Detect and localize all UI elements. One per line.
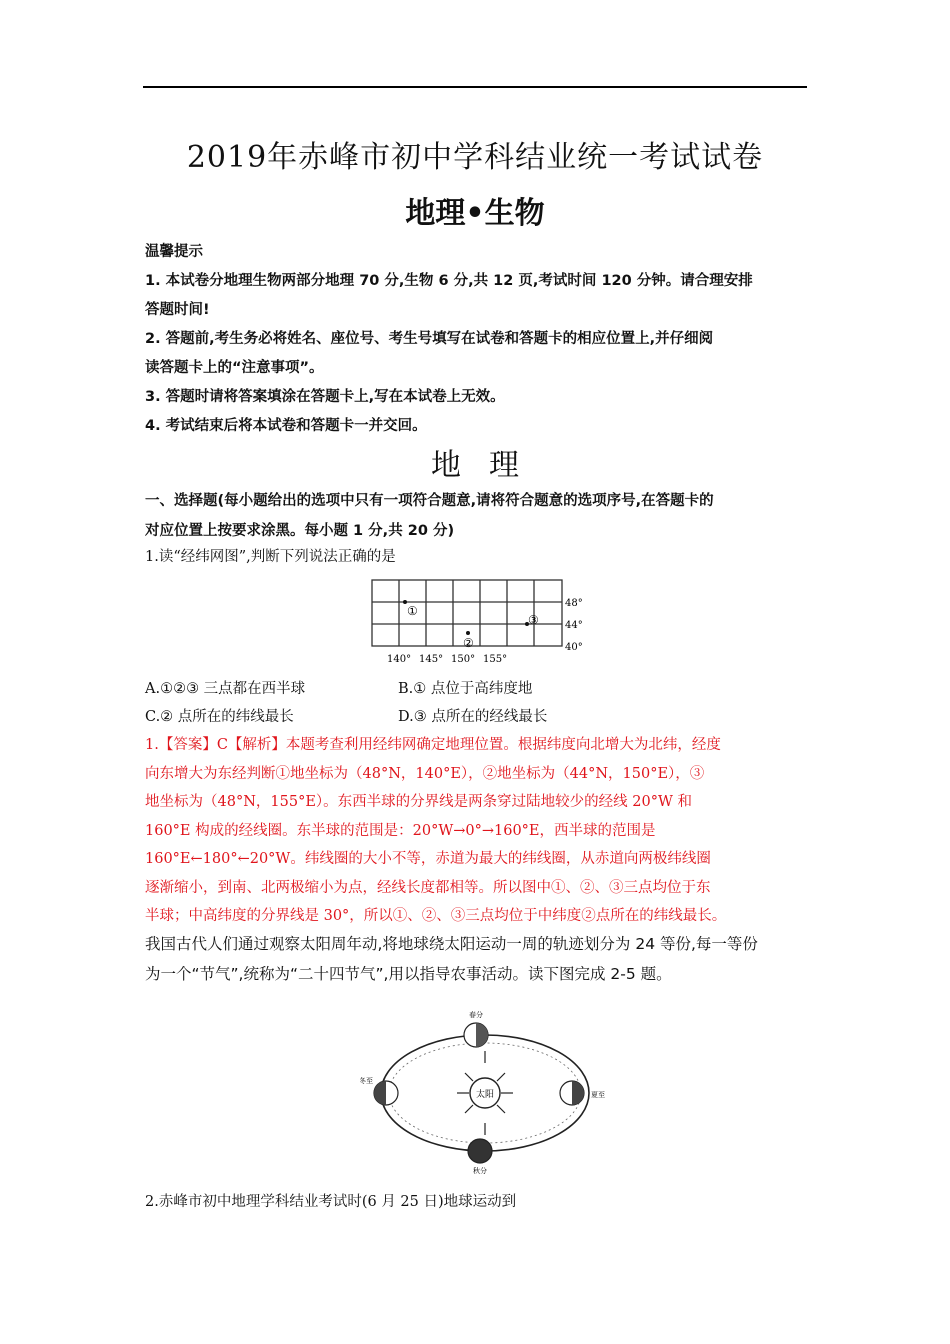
option-d: D.③ 点所在的经线最长 (398, 709, 548, 725)
lat-lon-grid-svg (355, 575, 595, 670)
lat-label: 40° (565, 642, 583, 653)
lon-label: 145° (419, 654, 444, 665)
intro-line: 为一个“节气”,统称为“二十四节气”,用以指导农事活动。读下图完成 2-5 题。 (145, 965, 672, 983)
option-b: B.① 点位于高纬度地 (398, 681, 533, 697)
orbit-label: 春分 (469, 1011, 483, 1019)
question2-stem: 2.赤峰市初中地理学科结业考试时(6 月 25 日)地球运动到 (145, 1194, 517, 1210)
tips-line: 1. 本试卷分地理生物两部分地理 70 分,生物 6 分,共 12 页,考试时间 120 分钟。请合理安排 (145, 273, 753, 289)
tips-line: 4. 考试结束后将本试卷和答题卡一并交回。 (145, 418, 427, 434)
point-3-label: ③ (528, 613, 539, 627)
answer-line: 1.【答案】C【解析】本题考查利用经纬网确定地理位置。根据纬度向北增大为北纬，经度 (145, 737, 721, 753)
earth-winter (374, 1081, 398, 1105)
point-1-label: ① (407, 604, 418, 618)
intro-line: 我国古代人们通过观察太阳周年动,将地球绕太阳运动一周的轨迹划分为 24 等份,每一等份 (145, 935, 758, 953)
lat-label: 44° (565, 620, 583, 631)
earth-summer (560, 1081, 584, 1105)
lat-label: 48° (565, 598, 583, 609)
answer-line: 半球；中高纬度的分界线是 30°，所以①、②、③三点均位于中纬度②点所在的纬线最长。 (145, 908, 727, 924)
part1-line: 对应位置上按要求涂黑。每小题 1 分,共 20 分) (145, 523, 455, 539)
option-c: C.② 点所在的纬线最长 (145, 709, 294, 725)
section-title-geography: 地理 (431, 448, 547, 483)
answer-line: 160°E 构成的经线圈。东半球的范围是：20°W→0°→160°E，西半球的范围是 (145, 822, 656, 839)
tips-line: 3. 答题时请将答案填涂在答题卡上,写在本试卷上无效。 (145, 389, 505, 405)
point-2-label: ② (463, 636, 474, 650)
top-rule (143, 86, 807, 88)
orbit-label: 夏至 (591, 1091, 605, 1099)
exam-subtitle: 地理•生物 (405, 196, 545, 231)
tips-line: 读答题卡上的“注意事项”。 (145, 360, 324, 376)
answer-line: 地坐标为（48°N，155°E）。东西半球的分界线是两条穿过陆地较少的经线 20°W 和 (145, 794, 692, 810)
answer-line: 160°E←180°←20°W。纬线圈的大小不等，赤道为最大的纬线圈，从赤道向两极纬线圈 (145, 851, 711, 867)
lon-label: 155° (483, 654, 508, 665)
answer-explanation (145, 731, 820, 931)
lon-label: 150° (451, 654, 476, 665)
answer-line: 逐渐缩小，到南、北两极缩小为点，经线长度都相等。所以图中①、②、③三点均位于东 (145, 879, 711, 896)
question1-stem: 1.读“经纬网图”,判断下列说法正确的是 (145, 549, 396, 565)
earth-spring (464, 1023, 488, 1047)
lon-label: 140° (387, 654, 412, 665)
earth-autumn (468, 1139, 492, 1163)
tips-heading: 温馨提示 (145, 244, 203, 260)
intro-paragraph (145, 929, 810, 989)
part1-line: 一、选择题(每小题给出的选项中只有一项符合题意,请将符合题意的选项序号,在答题卡的 (145, 493, 714, 509)
sun-label: 太阳 (475, 1090, 495, 1100)
orbit-label: 冬至 (360, 1077, 373, 1085)
orbit-svg (360, 1005, 610, 1175)
solar-terms-orbit-figure (360, 1005, 610, 1175)
tips-line: 答题时间! (145, 302, 210, 318)
lat-lon-grid-figure (355, 575, 595, 670)
part1-instructions (145, 486, 810, 546)
option-a: A.①②③ 三点都在西半球 (145, 681, 306, 697)
exam-title: 2019年赤峰市初中学科结业统一考试试卷 (186, 140, 764, 175)
orbit-label: 秋分 (473, 1167, 487, 1175)
tips-line: 2. 答题前,考生务必将姓名、座位号、考生号填写在试卷和答题卡的相应位置上,并仔细阅 (145, 331, 714, 347)
answer-line: 向东增大为东经判断①地坐标为（48°N，140°E），②地坐标为（44°N，150°E），③ (145, 765, 705, 782)
tips-block (145, 238, 810, 441)
